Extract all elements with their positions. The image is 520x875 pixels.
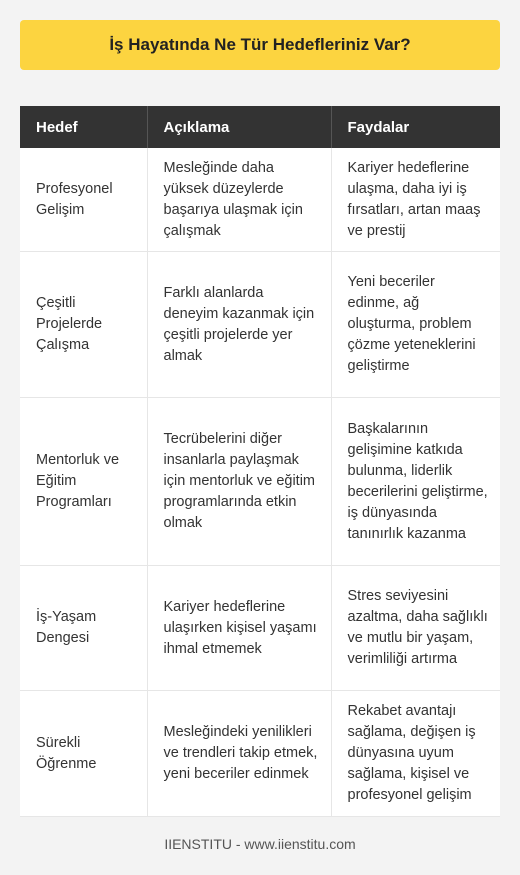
table-row	[20, 691, 500, 817]
description-cell: Mesleğindeki yenilikleri ve trendleri takip etmek, yeni beceriler edinmek	[147, 691, 331, 817]
benefits-cell: Yeni beceriler edinme, ağ oluşturma, problem çözme yeteneklerini geliştirme	[331, 252, 500, 398]
table-row	[20, 148, 500, 252]
description-cell: Kariyer hedeflerine ulaşırken kişisel yaşamı ihmal etmemek	[147, 566, 331, 691]
description-cell: Mesleğinde daha yüksek düzeylerde başarıya ulaşmak için çalışmak	[147, 148, 331, 252]
goal-cell: İş-Yaşam Dengesi	[20, 566, 147, 691]
page-title: İş Hayatında Ne Tür Hedefleriniz Var?	[20, 20, 500, 70]
table-header-row	[20, 106, 500, 148]
header-benefits: Faydalar	[331, 106, 500, 148]
footer-credit: IIENSTITU - www.iienstitu.com	[164, 836, 356, 852]
benefits-cell: Rekabet avantajı sağlama, değişen iş dünyasına uyum sağlama, kişisel ve profesyonel gelişim	[331, 691, 500, 817]
goals-table	[20, 106, 500, 817]
table-row	[20, 252, 500, 398]
description-cell: Tecrübelerini diğer insanlarla paylaşmak için mentorluk ve eğitim programlarında etkin olmak	[147, 398, 331, 566]
table-row	[20, 566, 500, 691]
header-goal: Hedef	[20, 106, 147, 148]
header-description: Açıklama	[147, 106, 331, 148]
benefits-cell: Stres seviyesini azaltma, daha sağlıklı ve mutlu bir yaşam, verimliliği artırma	[331, 566, 500, 691]
benefits-cell: Başkalarının gelişimine katkıda bulunma, liderlik becerilerini geliştirme, iş dünyasında tanınırlık kazanma	[331, 398, 500, 566]
table-row	[20, 398, 500, 566]
goal-cell: Sürekli Öğrenme	[20, 691, 147, 817]
description-cell: Farklı alanlarda deneyim kazanmak için çeşitli projelerde yer almak	[147, 252, 331, 398]
benefits-cell: Kariyer hedeflerine ulaşma, daha iyi iş fırsatları, artan maaş ve prestij	[331, 148, 500, 252]
goal-cell: Çeşitli Projelerde Çalışma	[20, 252, 147, 398]
goal-cell: Mentorluk ve Eğitim Programları	[20, 398, 147, 566]
goal-cell: Profesyonel Gelişim	[20, 148, 147, 252]
